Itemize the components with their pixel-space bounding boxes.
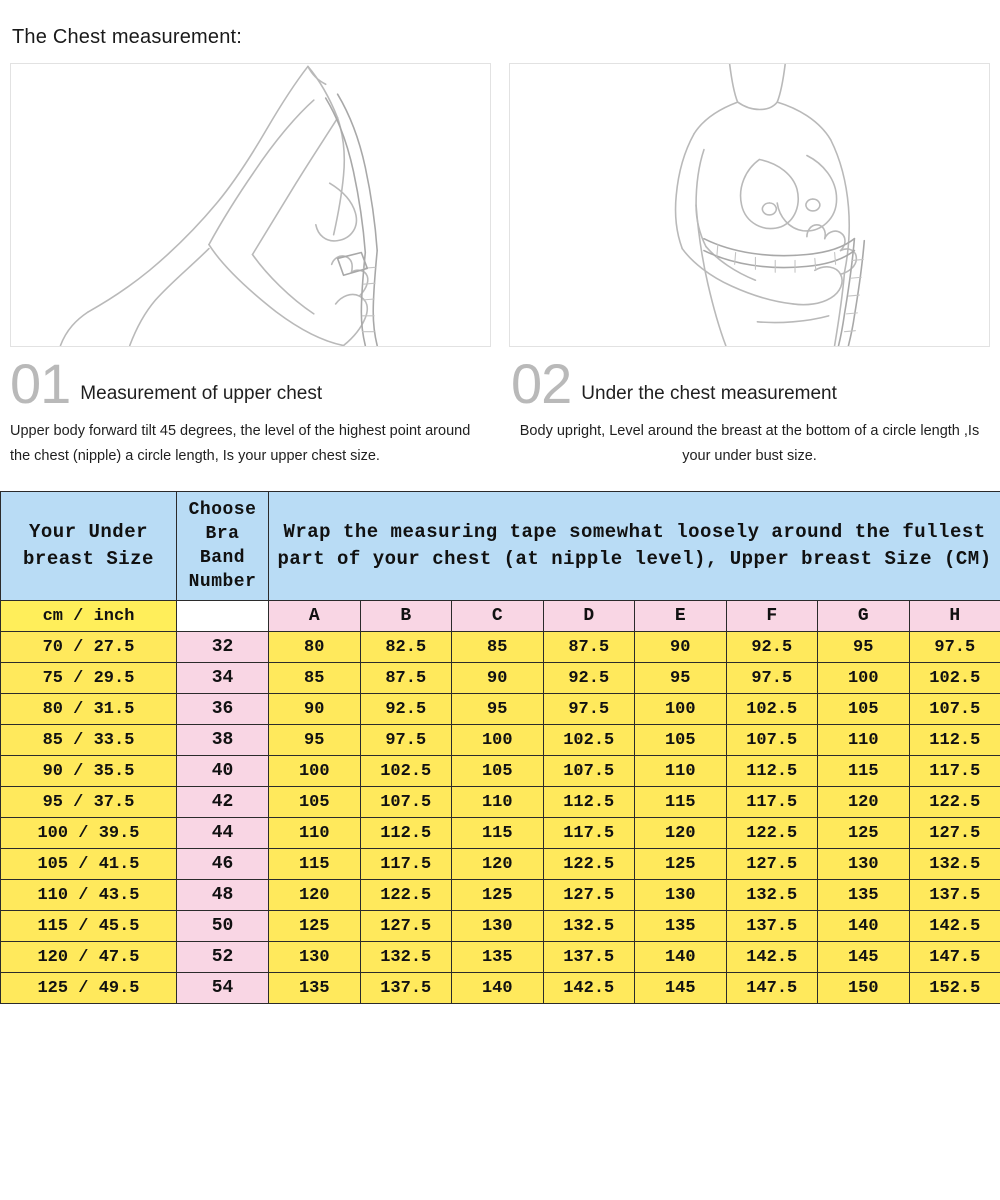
cell-cup-b: 92.5 xyxy=(360,694,452,725)
cell-cup-d: 102.5 xyxy=(543,725,635,756)
cell-cup-e: 145 xyxy=(635,973,727,1004)
cell-cup-g: 115 xyxy=(818,756,910,787)
size-table-wrapper xyxy=(0,469,1000,1004)
cell-cup-f: 137.5 xyxy=(726,911,818,942)
cell-cup-b: 132.5 xyxy=(360,942,452,973)
subheader-cup-a: A xyxy=(269,601,361,632)
cell-cup-e: 120 xyxy=(635,818,727,849)
cell-cup-e: 100 xyxy=(635,694,727,725)
subheader-band-blank xyxy=(177,601,269,632)
cell-cup-b: 102.5 xyxy=(360,756,452,787)
cell-cup-a: 110 xyxy=(269,818,361,849)
cell-under: 85 / 33.5 xyxy=(1,725,177,756)
cell-cup-g: 135 xyxy=(818,880,910,911)
cell-band: 32 xyxy=(177,632,269,663)
cell-under: 100 / 39.5 xyxy=(1,818,177,849)
cell-band: 40 xyxy=(177,756,269,787)
cell-cup-g: 110 xyxy=(818,725,910,756)
cell-cup-e: 110 xyxy=(635,756,727,787)
cell-cup-f: 147.5 xyxy=(726,973,818,1004)
upper-chest-illustration xyxy=(10,63,491,347)
subheader-cup-d: D xyxy=(543,601,635,632)
cell-cup-e: 135 xyxy=(635,911,727,942)
cell-cup-b: 122.5 xyxy=(360,880,452,911)
cell-cup-g: 120 xyxy=(818,787,910,818)
step-1-block xyxy=(10,63,491,469)
cell-band: 48 xyxy=(177,880,269,911)
step-1-number: 01 xyxy=(10,352,71,415)
cell-cup-d: 137.5 xyxy=(543,942,635,973)
cell-cup-e: 130 xyxy=(635,880,727,911)
cell-cup-e: 140 xyxy=(635,942,727,973)
table-header-row xyxy=(1,492,1000,601)
step-2-number: 02 xyxy=(511,352,572,415)
cell-cup-g: 150 xyxy=(818,973,910,1004)
cell-cup-g: 105 xyxy=(818,694,910,725)
cell-cup-c: 130 xyxy=(452,911,544,942)
cell-under: 70 / 27.5 xyxy=(1,632,177,663)
cell-under: 125 / 49.5 xyxy=(1,973,177,1004)
table-subheader-row xyxy=(1,601,1000,632)
cell-cup-h: 97.5 xyxy=(909,632,1000,663)
cell-cup-b: 97.5 xyxy=(360,725,452,756)
subheader-cup-c: C xyxy=(452,601,544,632)
cell-cup-c: 140 xyxy=(452,973,544,1004)
cell-cup-c: 120 xyxy=(452,849,544,880)
cell-under: 105 / 41.5 xyxy=(1,849,177,880)
cell-cup-h: 152.5 xyxy=(909,973,1000,1004)
cell-cup-h: 102.5 xyxy=(909,663,1000,694)
cell-cup-h: 137.5 xyxy=(909,880,1000,911)
cell-band: 54 xyxy=(177,973,269,1004)
cell-cup-a: 135 xyxy=(269,973,361,1004)
cell-under: 115 / 45.5 xyxy=(1,911,177,942)
cell-cup-f: 117.5 xyxy=(726,787,818,818)
subheader-cup-f: F xyxy=(726,601,818,632)
under-bust-illustration xyxy=(509,63,990,347)
cell-cup-c: 95 xyxy=(452,694,544,725)
cell-under: 110 / 43.5 xyxy=(1,880,177,911)
cell-cup-e: 90 xyxy=(635,632,727,663)
table-row xyxy=(1,787,1000,818)
header-band-number: Choose Bra Band Number xyxy=(177,492,269,601)
cell-cup-f: 107.5 xyxy=(726,725,818,756)
table-row xyxy=(1,663,1000,694)
cell-cup-d: 132.5 xyxy=(543,911,635,942)
header-under-breast: Your Under breast Size xyxy=(1,492,177,601)
table-row xyxy=(1,694,1000,725)
cell-cup-d: 122.5 xyxy=(543,849,635,880)
cell-under: 95 / 37.5 xyxy=(1,787,177,818)
cell-cup-e: 105 xyxy=(635,725,727,756)
cell-cup-b: 87.5 xyxy=(360,663,452,694)
table-row xyxy=(1,818,1000,849)
cell-cup-h: 117.5 xyxy=(909,756,1000,787)
cell-cup-d: 92.5 xyxy=(543,663,635,694)
cell-cup-h: 122.5 xyxy=(909,787,1000,818)
cell-cup-h: 112.5 xyxy=(909,725,1000,756)
cell-cup-c: 110 xyxy=(452,787,544,818)
subheader-cup-b: B xyxy=(360,601,452,632)
step-2-body: Body upright, Level around the breast at the bottom of a circle length ,Is your under bust size. xyxy=(519,423,980,464)
cell-cup-a: 100 xyxy=(269,756,361,787)
table-head xyxy=(1,492,1000,632)
cell-cup-b: 107.5 xyxy=(360,787,452,818)
cell-cup-f: 127.5 xyxy=(726,849,818,880)
table-row xyxy=(1,849,1000,880)
cell-cup-d: 87.5 xyxy=(543,632,635,663)
cell-cup-f: 112.5 xyxy=(726,756,818,787)
cell-cup-a: 80 xyxy=(269,632,361,663)
cell-cup-c: 125 xyxy=(452,880,544,911)
cell-cup-f: 122.5 xyxy=(726,818,818,849)
cell-cup-c: 115 xyxy=(452,818,544,849)
step-2-title: Under the chest measurement xyxy=(581,383,837,404)
table-row xyxy=(1,911,1000,942)
cell-cup-d: 142.5 xyxy=(543,973,635,1004)
cell-cup-a: 125 xyxy=(269,911,361,942)
step-1-caption xyxy=(10,352,491,415)
cell-cup-e: 95 xyxy=(635,663,727,694)
cell-band: 38 xyxy=(177,725,269,756)
table-row xyxy=(1,973,1000,1004)
cell-cup-h: 127.5 xyxy=(909,818,1000,849)
cell-cup-c: 135 xyxy=(452,942,544,973)
subheader-cup-e: E xyxy=(635,601,727,632)
bra-size-table xyxy=(0,491,1000,1004)
cell-cup-a: 95 xyxy=(269,725,361,756)
table-body xyxy=(1,632,1000,1004)
cell-under: 80 / 31.5 xyxy=(1,694,177,725)
cell-cup-a: 85 xyxy=(269,663,361,694)
cell-cup-g: 140 xyxy=(818,911,910,942)
cell-cup-b: 117.5 xyxy=(360,849,452,880)
cell-cup-h: 147.5 xyxy=(909,942,1000,973)
step-2-block xyxy=(509,63,990,469)
cell-cup-a: 105 xyxy=(269,787,361,818)
cell-cup-h: 142.5 xyxy=(909,911,1000,942)
cell-cup-g: 130 xyxy=(818,849,910,880)
cell-band: 46 xyxy=(177,849,269,880)
cell-cup-e: 125 xyxy=(635,849,727,880)
cell-band: 52 xyxy=(177,942,269,973)
table-row xyxy=(1,880,1000,911)
table-row xyxy=(1,632,1000,663)
cell-cup-d: 107.5 xyxy=(543,756,635,787)
cell-cup-h: 107.5 xyxy=(909,694,1000,725)
cell-band: 42 xyxy=(177,787,269,818)
cell-cup-b: 112.5 xyxy=(360,818,452,849)
cell-cup-g: 95 xyxy=(818,632,910,663)
cell-cup-c: 90 xyxy=(452,663,544,694)
step-1-body: Upper body forward tilt 45 degrees, the level of the highest point around the chest (nipple) a circle length, Is your upper chest size. xyxy=(10,423,471,464)
cell-cup-f: 92.5 xyxy=(726,632,818,663)
cell-cup-a: 130 xyxy=(269,942,361,973)
cell-cup-f: 142.5 xyxy=(726,942,818,973)
cell-cup-d: 97.5 xyxy=(543,694,635,725)
table-row xyxy=(1,756,1000,787)
cell-cup-f: 102.5 xyxy=(726,694,818,725)
cell-cup-g: 125 xyxy=(818,818,910,849)
cell-cup-d: 117.5 xyxy=(543,818,635,849)
cell-under: 75 / 29.5 xyxy=(1,663,177,694)
cell-band: 34 xyxy=(177,663,269,694)
page-title: The Chest measurement: xyxy=(12,26,243,48)
subheader-units: cm / inch xyxy=(1,601,177,632)
cell-under: 120 / 47.5 xyxy=(1,942,177,973)
cell-cup-h: 132.5 xyxy=(909,849,1000,880)
step-1-title: Measurement of upper chest xyxy=(80,383,323,404)
cell-cup-d: 127.5 xyxy=(543,880,635,911)
cell-cup-b: 137.5 xyxy=(360,973,452,1004)
cell-cup-f: 97.5 xyxy=(726,663,818,694)
cell-cup-d: 112.5 xyxy=(543,787,635,818)
cell-cup-b: 127.5 xyxy=(360,911,452,942)
table-row xyxy=(1,725,1000,756)
table-row xyxy=(1,942,1000,973)
cell-band: 50 xyxy=(177,911,269,942)
step-2-caption xyxy=(509,352,990,415)
cell-cup-a: 90 xyxy=(269,694,361,725)
cell-cup-c: 85 xyxy=(452,632,544,663)
illustration-row xyxy=(0,49,1000,469)
cell-band: 44 xyxy=(177,818,269,849)
cell-cup-c: 105 xyxy=(452,756,544,787)
cell-cup-b: 82.5 xyxy=(360,632,452,663)
cell-cup-a: 115 xyxy=(269,849,361,880)
subheader-cup-h: H xyxy=(909,601,1000,632)
cell-cup-a: 120 xyxy=(269,880,361,911)
header-upper-breast: Wrap the measuring tape somewhat loosely around the fullest part of your chest (at nipple level), Upper breast Size (CM) xyxy=(269,492,1000,601)
cell-under: 90 / 35.5 xyxy=(1,756,177,787)
cell-cup-g: 145 xyxy=(818,942,910,973)
cell-cup-g: 100 xyxy=(818,663,910,694)
cell-cup-e: 115 xyxy=(635,787,727,818)
cell-band: 36 xyxy=(177,694,269,725)
cell-cup-f: 132.5 xyxy=(726,880,818,911)
subheader-cup-g: G xyxy=(818,601,910,632)
cell-cup-c: 100 xyxy=(452,725,544,756)
